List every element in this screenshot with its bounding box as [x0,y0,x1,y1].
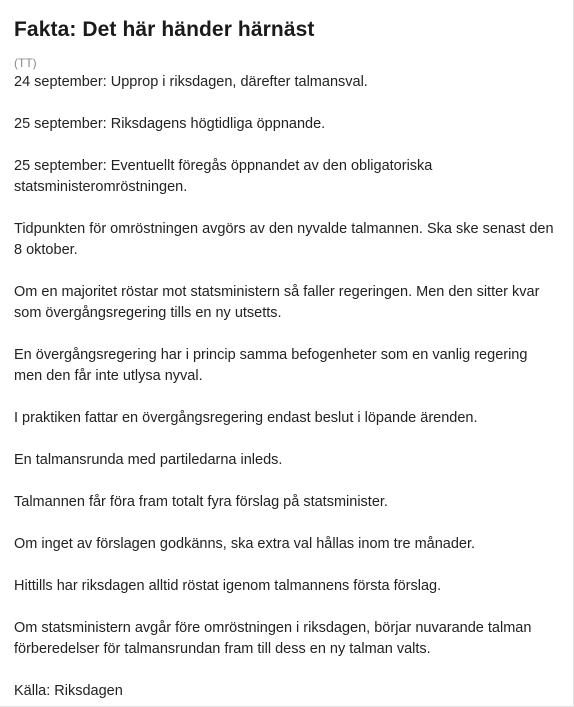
paragraph-9: Talmannen får föra fram totalt fyra förslag på statsminister. [14,494,388,510]
paragraph-11: Hittills har riksdagen alltid röstat igenom talmannens första förslag. [14,578,442,594]
paragraph-1: 24 september: Upprop i riksdagen, därefter talmansval. [14,74,368,90]
paragraph-3: 25 september: Eventuellt föregås öppnandet av den obligatoriska statsministeromröstningen. [14,158,433,195]
paragraph-4: Tidpunkten för omröstningen avgörs av den nyvalde talmannen. Ska ske senast den 8 oktober. [14,221,554,258]
paragraph-8: En talmansrunda med partiledarna inleds. [14,452,283,468]
article-body [14,72,559,702]
paragraph-2: 25 september: Riksdagens högtidliga öppnande. [14,116,326,132]
paragraph-10: Om inget av förslagen godkänns, ska extra val hållas inom tre månader. [14,536,476,552]
paragraph-6: En övergångsregering har i princip samma befogenheter som en vanlig regering men den får inte utlysa nyval. [14,347,528,384]
paragraph-12: Om statsministern avgår före omröstningen i riksdagen, börjar nuvarande talman förberedelser för talmansrundan fram till dess en ny talman valts. [14,620,532,657]
source-line: Källa: Riksdagen [14,683,123,699]
article-byline: (TT) [14,56,37,70]
paragraph-7: I praktiken fattar en övergångsregering endast beslut i löpande ärenden. [14,410,478,426]
article-title: Fakta: Det här händer härnäst [14,18,315,41]
paragraph-5: Om en majoritet röstar mot statsministern så faller regeringen. Men den sitter kvar som övergångsregering tills en ny utsetts. [14,284,540,321]
fact-box-article [14,17,559,702]
